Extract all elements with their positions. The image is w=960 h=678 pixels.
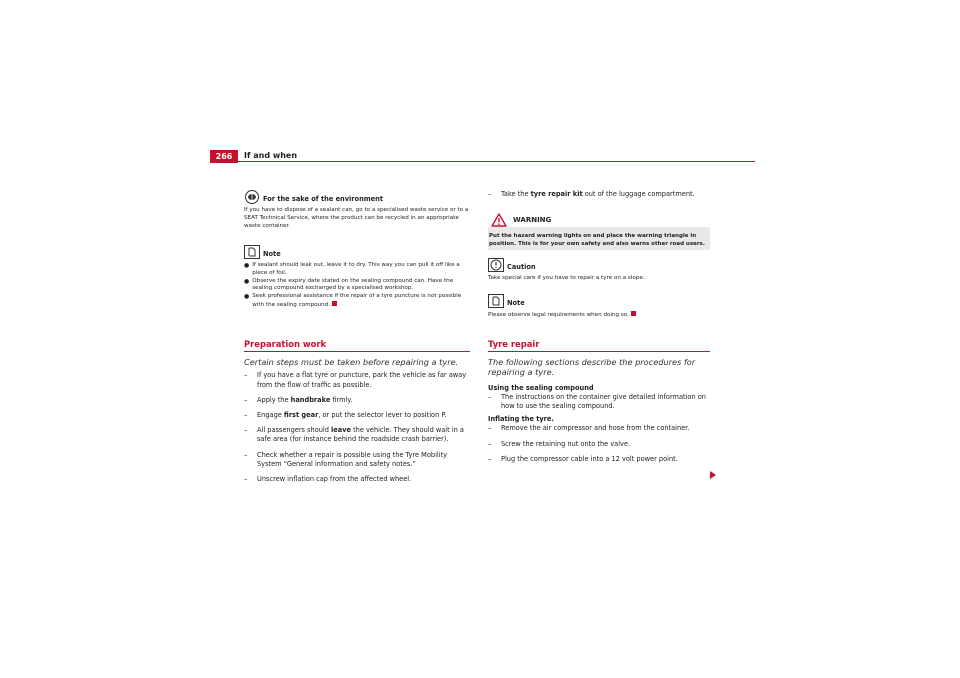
note-title-right: Note bbox=[507, 298, 525, 307]
step-item: – If you have a flat tyre or puncture, park the vehicle as far away from the flow of traffic as possible. bbox=[244, 371, 467, 389]
environment-text: If you have to dispose of a sealant can, go to a specialised waste service or to a SEAT Technical Service, where the product can be recycled in an appropriate waste container. bbox=[244, 207, 469, 229]
caution-title: Caution bbox=[507, 262, 536, 271]
step-item: – Screw the retaining nut onto the valve. bbox=[488, 439, 631, 448]
section-intro: Certain steps must be taken before repairing a tyre. bbox=[244, 357, 459, 368]
note-text-right: Please observe legal requirements when doing so. bbox=[488, 312, 629, 318]
environment-heading bbox=[244, 190, 470, 204]
warning-text: Put the hazard warning lights on and place the warning triangle in position. This is for your own safety and also warns other road users. bbox=[489, 233, 705, 247]
step-item: – Unscrew inflation cap from the affected wheel. bbox=[244, 475, 412, 484]
caution-text: Take special care if you have to repair a tyre on a slope. bbox=[488, 275, 645, 281]
tyre-repair-section bbox=[488, 340, 710, 470]
continue-arrow-icon bbox=[710, 471, 716, 479]
step-item: – All passengers should leave the vehicle. They should wait in a safe area (for instance behind the roadside crash barrier). bbox=[244, 426, 464, 444]
end-marker bbox=[332, 301, 337, 306]
step-item: – Engage first gear, or put the selector lever to position P. bbox=[244, 411, 447, 420]
section-rule bbox=[488, 351, 710, 352]
section-title-tyre-repair: Tyre repair bbox=[488, 339, 540, 349]
warning-title: WARNING bbox=[513, 215, 552, 224]
warning-heading bbox=[488, 212, 710, 227]
note-bullet: ● If sealant should leak out, leave it to dry. This way you can pull it off like a piece of foil. bbox=[244, 262, 460, 276]
section-intro: The following sections describe the procedures for repairing a tyre. bbox=[488, 357, 696, 378]
caution-icon bbox=[488, 258, 504, 272]
step-item: – The instructions on the container give detailed information on how to use the sealing compound. bbox=[488, 392, 706, 411]
step-list bbox=[244, 371, 470, 484]
environment-title: For the sake of the environment bbox=[263, 194, 383, 203]
subheading-inflating: Inflating the tyre. bbox=[488, 415, 554, 424]
step-item: – Plug the compressor cable into a 12 volt power point. bbox=[488, 454, 678, 463]
leaf-icon bbox=[244, 190, 260, 204]
step-take-kit: – Take the tyre repair kit out of the luggage compartment. bbox=[488, 190, 695, 198]
note-block-left bbox=[244, 245, 470, 310]
page-number: 266 bbox=[210, 150, 238, 163]
note-bullet: ● Seek professional assistance if the repair of a tyre puncture is not possible with the sealing compound. bbox=[244, 293, 462, 308]
subheading-sealing: Using the sealing compound bbox=[488, 383, 594, 392]
section-rule bbox=[244, 351, 470, 352]
header-rule bbox=[210, 161, 755, 162]
step-item: – Check whether a repair is possible using the Tyre Mobility System “General information and safety notes.” bbox=[244, 450, 448, 468]
section-title-preparation: Preparation work bbox=[244, 339, 327, 349]
note-heading-right bbox=[488, 294, 710, 308]
note-icon bbox=[244, 245, 260, 259]
note-icon bbox=[488, 294, 504, 308]
warning-icon bbox=[491, 213, 507, 227]
note-heading-left bbox=[244, 245, 470, 259]
end-marker bbox=[631, 311, 636, 316]
note-block-right bbox=[488, 294, 710, 320]
chapter-title: If and when bbox=[244, 151, 298, 160]
step-item: – Apply the handbrake firmly. bbox=[244, 395, 353, 404]
step-item: – Remove the air compressor and hose from the container. bbox=[488, 424, 690, 433]
note-bullet: ● Observe the expiry date stated on the sealing compound can. Have the sealing compound exchanged by a specialised workshop. bbox=[244, 277, 454, 292]
caution-heading bbox=[488, 258, 710, 272]
environment-block bbox=[244, 190, 470, 230]
preparation-section bbox=[244, 340, 470, 490]
caution-block bbox=[488, 258, 710, 283]
note-title-left: Note bbox=[263, 249, 281, 258]
